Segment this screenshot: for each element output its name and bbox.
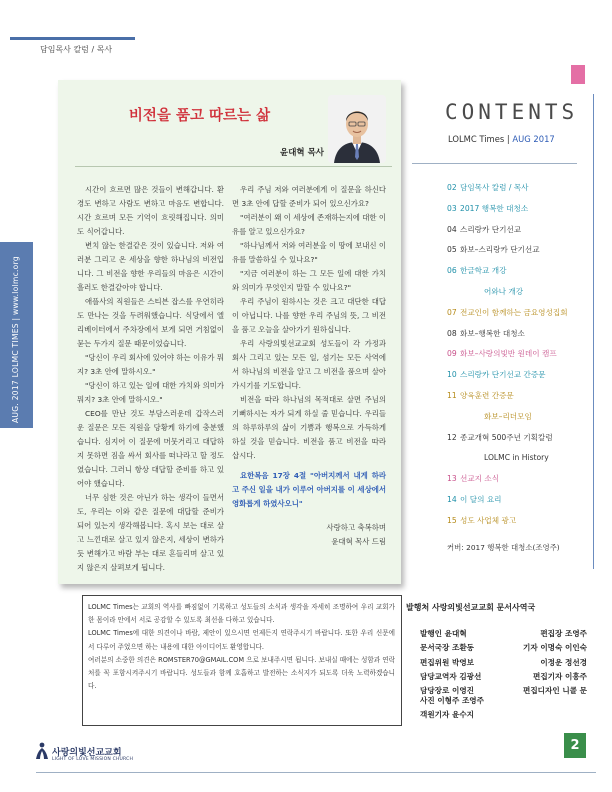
contents-item-title: 담임목사 칼럼 / 목사: [460, 183, 529, 192]
contents-item-title: 전교인이 함께하는 금요영성집회: [460, 307, 568, 317]
contents-item-number: 10: [447, 370, 457, 380]
signature: 윤대혁 목사 드림: [331, 537, 386, 546]
closing-line: 사랑하고 축복하며: [326, 523, 386, 532]
contents-item[interactable]: [447, 469, 587, 490]
contents-item-title: 화보–사랑의빛반 원데이 캠프: [460, 349, 557, 359]
separator: |: [506, 134, 510, 144]
contents-item-number: 04: [447, 224, 457, 234]
contents-item-title: 스리랑카 단기선교 간증문: [460, 370, 546, 380]
staff-entry: 편집장 조영주: [540, 629, 587, 638]
contents-item[interactable]: [447, 490, 587, 511]
church-logo-text: 사랑의빛선교교회: [52, 748, 122, 758]
staff-entry: 객원기자 윤수지: [420, 710, 474, 720]
paragraph: "당신이 우리 회사에 있어야 하는 이유가 뭐지? 3초 안에 말하시오.": [77, 353, 224, 376]
column-author: 윤대혁 목사: [279, 148, 324, 158]
paragraph: 변치 않는 한결같은 것이 있습니다. 저와 여러분 그리고 온 세상을 향한 하나님의 비전입니다. 그 비전을 향한 우리들의 마음은 시간이 흘러도 한결같아야 합니다.: [77, 241, 224, 292]
issue-date: AUG 2017: [512, 134, 555, 144]
contents-item[interactable]: [447, 386, 587, 407]
staff-entry: 담당교역자 김광선: [420, 671, 482, 681]
section-label: 담임목사 칼럼 / 목사: [40, 45, 113, 54]
side-banner-text: AUG. 2017 LOLMC TIMES | www.lolmc.org: [11, 256, 20, 423]
contents-item[interactable]: [447, 303, 587, 324]
contents-item-title: 스리랑카 단기선교: [460, 224, 522, 234]
bible-verse: 요한복음 17장 4절 "아버지께서 내게 하라고 주신 일을 내가 이루어 아버지를 이 세상에서 영화롭게 하였사오니": [232, 471, 386, 508]
column-divider: [75, 166, 392, 167]
publisher-title: 발행처 사랑의빛선교교회 문서사역국: [406, 603, 536, 612]
contents-item-number: 06: [447, 266, 457, 276]
contents-item[interactable]: [447, 365, 587, 386]
contents-item-title: 한글학교 개강: [460, 266, 507, 276]
contents-item-title: 어와나 개강: [484, 286, 524, 296]
church-logo-icon: [35, 742, 49, 760]
contents-item-number: 02: [447, 183, 457, 192]
paragraph: 시간이 흐르면 많은 것들이 변해갑니다. 환경도 변하고 사람도 변하고 마음도 변합니다. 시간 흐르며 모든 기억이 흐릿해집니다. 의미도 식어갑니다.: [77, 185, 224, 236]
contents-item-title: 종교개혁 500주년 기획칼럼: [460, 432, 553, 442]
paragraph: 애플사의 직원들은 스티븐 잡스를 우연히라도 만나는 것을 두려워했습니다. 식당에서 엘리베이터에서 주차장에서 보게 되면 거침없이 묻는 두가지 질문 때문이었습니다.: [77, 297, 224, 348]
column-right-text: [232, 183, 386, 549]
contents-item-number: 15: [447, 515, 457, 525]
paragraph: CEO를 만난 것도 부담스러운데 갑작스러운 질문은 모든 직원을 당황케 하기에 충분했습니다. 심지어 이 질문에 머뭇거리고 대답하지 못하면 짐을 싸서 회사를 떠나라고 할 정도였습니다. 그러니 항상 대답할 준비를 하고 있어야 했습니다.: [77, 409, 224, 488]
staff-entry: 담당장로 이영진: [420, 686, 474, 696]
paragraph: "지금 여러분이 하는 그 모든 일에 대한 가치와 의미가 무엇인지 말할 수 있나요?": [232, 269, 386, 292]
contents-item-title: 선교지 소식: [460, 474, 500, 484]
paragraph: "여러분이 왜 이 세상에 존재하는지에 대한 이유를 알고 있으신가요?: [232, 213, 387, 236]
contents-item[interactable]: [447, 448, 587, 469]
paragraph: 우리 주님이 원하시는 것은 크고 대단한 대답이 아닙니다. 나를 향한 우리 주님의 뜻, 그 비전을 품고 오늘을 살아가기 원하십니다.: [232, 297, 386, 334]
staff-entry: 이정운 정선경: [540, 657, 587, 667]
contents-subtitle: [448, 134, 555, 144]
contents-item-number: 03: [447, 203, 457, 213]
church-logo-subtext: LIGHT OF LOVE MISSION CHURCH: [52, 757, 134, 762]
header-bar: [10, 37, 135, 40]
staff-list-left: [420, 627, 481, 698]
staff-entry: 편집디자인 니콜 문: [523, 686, 587, 696]
contents-item-title: 성도 사업체 광고: [460, 515, 517, 525]
column-left-text: [77, 183, 224, 575]
contents-divider: [412, 163, 577, 164]
paragraph: "하나님께서 저와 여러분을 이 땅에 보내신 이유를 말씀하실 수 있나요?": [232, 241, 387, 264]
contents-item-number: 05: [447, 245, 457, 255]
contents-item[interactable]: [447, 511, 587, 532]
contents-item-title: 2017 행복한 대청소: [460, 203, 529, 213]
column-title: 비전을 품고 따르는 삶: [128, 108, 271, 124]
accent-mark: [571, 65, 585, 84]
contents-item[interactable]: [447, 282, 587, 303]
contents-item-title: 화보–리더모임: [484, 411, 532, 421]
contents-item[interactable]: [447, 199, 587, 220]
contents-list: [447, 178, 587, 532]
contents-item[interactable]: [447, 407, 587, 428]
info-paragraph: 여러분의 소중한 의견은 ROMSTER70@GMAIL.COM 으로 보내주시면 됩니다. 보내실 때에는 성함과 연락처를 꼭 포함시켜주시기 바랍니다. 성도들과 함께 호흡하고 발전하는 소식지가 되도록 더욱 노력하겠습니다.: [88, 655, 395, 691]
contents-item-number: 14: [447, 494, 457, 504]
contents-vertical-rule: [593, 94, 594, 569]
paragraph: 우리 주님 저와 여러분에게 이 질문을 하신다면 3초 안에 답할 준비가 되어 있으신가요?: [232, 185, 386, 208]
pastor-photo: [328, 95, 386, 163]
paragraph: 비전을 따라 하나님의 목적대로 살면 주님의 기뻐하시는 자가 되게 하실 줄 믿습니다. 우리들의 하루하루의 삶이 기쁨과 행복으로 가득하게 하실 것을 믿습니다. 비전을 품고 비전을 따라 삽시다.: [232, 395, 386, 460]
contents-item[interactable]: [447, 428, 587, 449]
contents-item-number: 13: [447, 474, 457, 484]
contents-item-number: 11: [447, 390, 457, 400]
contents-item-number: 07: [447, 307, 457, 317]
paragraph: "당신이 하고 있는 일에 대한 가치와 의미가 뭐지? 3초 안에 말하시오.": [77, 381, 224, 404]
info-paragraph: LOLMC Times는 교회의 역사를 빠짐없이 기록하고 성도들의 소식과 생각을 자세히 조명하여 우리 교회가 한 몸이라 안에서 서로 공감할 수 있도록 최선을 다하고 있습니다.: [88, 603, 395, 625]
contents-title: CONTENTS: [445, 100, 579, 124]
contents-item-title: 이 달의 요리: [460, 494, 502, 504]
publication-name: LOLMC Times: [448, 134, 505, 144]
info-paragraph: LOLMC Times에 대한 의견이나 바람, 제안이 있으시면 언제든지 연락주시기 바랍니다. 또한 우리 신문에서 다루어 주었으면 하는 내용에 대한 아이디어도 환영합니다.: [88, 629, 395, 651]
footer-divider: [36, 772, 596, 773]
staff-entry: 발행인 윤대혁: [420, 629, 467, 638]
contents-item-title: 화보–행복한 대청소: [460, 328, 525, 338]
staff-list-bottom: [420, 694, 484, 723]
cover-note: 커버: 2017 행복한 대청소(조영주): [447, 543, 560, 552]
contents-item[interactable]: [447, 220, 587, 241]
staff-entry: 편집기자 이흥주: [533, 671, 587, 681]
staff-entry: 기자 이명숙 이인숙: [523, 643, 587, 653]
contents-item-number: 08: [447, 328, 457, 338]
staff-list-right: [511, 627, 587, 698]
contents-item-title: 화보–스리랑카 단기선교: [460, 245, 540, 255]
contents-item-number: 09: [447, 349, 457, 359]
contents-item[interactable]: [447, 261, 587, 282]
contents-item-number: 12: [447, 432, 457, 442]
contents-item-title: 양육훈련 간증문: [460, 390, 514, 400]
page-number: 2: [564, 733, 586, 758]
info-text: [88, 601, 395, 693]
staff-entry: 사진 이형주 조영주: [420, 696, 484, 705]
staff-entry: 문서국장 조환동: [420, 643, 474, 653]
staff-entry: 편집위원 박영보: [420, 657, 474, 667]
contents-item[interactable]: [447, 324, 587, 345]
contents-item[interactable]: [447, 240, 587, 261]
paragraph: 너무 심한 것은 아닌가 하는 생각이 들면서도, 우리는 이와 같은 질문에 대답할 준비가 되어 있는지 생각해봅니다. 혹시 보는 대로 살고 느낀대로 살고 있지 않은지, 세상이 변하가듯 변해가고 바람 부는 대로 흔들리며 살고 있지 않은지 살펴보게 됩니다.: [77, 493, 224, 572]
contents-item-title: LOLMC in History: [484, 453, 549, 463]
paragraph: 우리 사랑의빛선교교회 성도들이 각 가정과 회사 그리고 있는 모든 일, 섬기는 모든 사역에서 하나님의 비전을 알고 그 비전을 품으며 살아가시기를 기도합니다.: [232, 339, 386, 390]
contents-item[interactable]: [447, 344, 587, 365]
contents-item[interactable]: [447, 178, 587, 199]
